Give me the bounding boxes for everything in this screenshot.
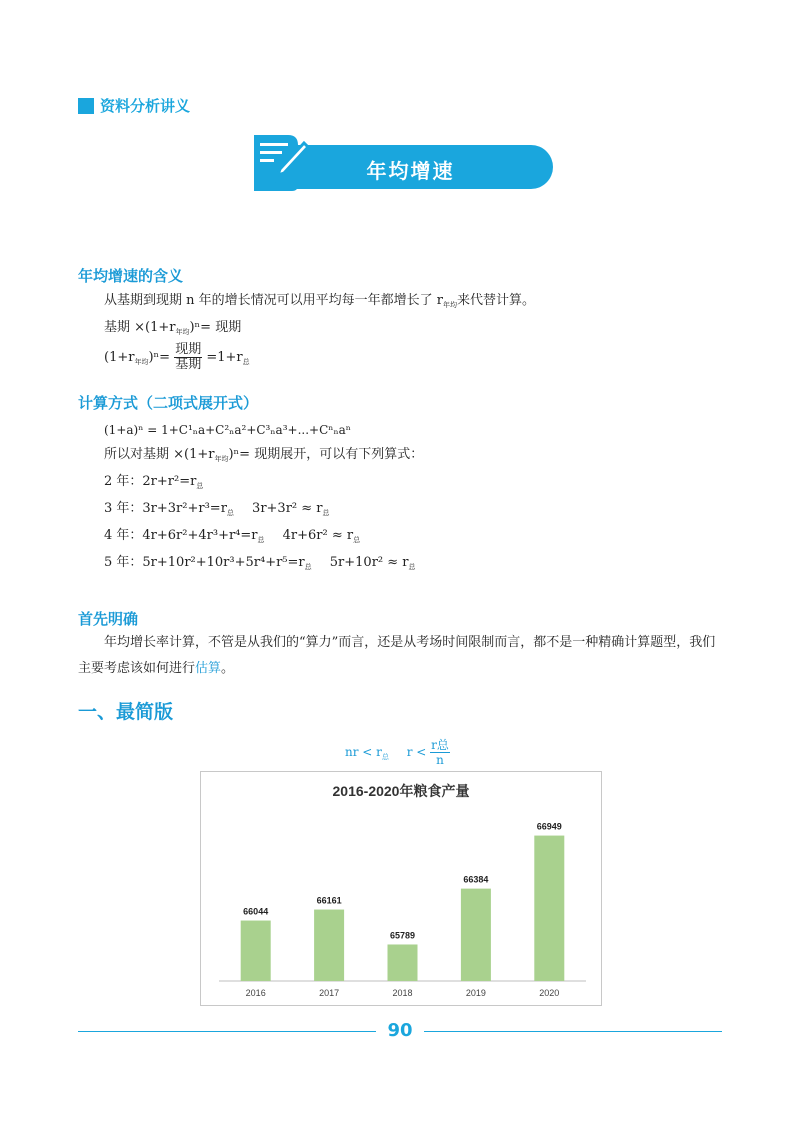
bar-2017 [314, 910, 344, 981]
section-heading-simplest: 一、最简版 [78, 701, 174, 723]
row-approx: 4r+6r² ≈ r [282, 528, 354, 543]
bar-2020 [534, 836, 564, 981]
formula-left-sub: 总 [381, 753, 389, 761]
row-sub: 总 [196, 482, 204, 490]
row-approx: 3r+3r² ≈ r [252, 501, 323, 516]
banner-bar [268, 145, 553, 189]
section-heading-calculation: 计算方式（二项式展开式） [78, 394, 259, 412]
row-approx-sub: 总 [408, 563, 416, 571]
bar-chart [201, 772, 601, 1005]
row-label: 3 年： [104, 501, 143, 516]
simplest-formula [345, 738, 450, 771]
page-number: 90 [387, 1020, 413, 1041]
meaning-text [104, 291, 535, 315]
expansion-row [104, 499, 416, 526]
binomial-expansion: (1+a)ⁿ = 1+C¹ₙa+C²ₙa²+C³ₙa³+...+Cⁿₙaⁿ [104, 423, 351, 437]
bar-2019 [461, 889, 491, 981]
intro-a: 所以对基期 ×(1+r [104, 447, 215, 462]
clarify-text: 年均增长率计算，不管是从我们的“算力”而言，还是从考场时间限制而言，都不是一种精确计算题型，我们主要考虑该如何进行 [78, 635, 716, 676]
formula-1-b: )ⁿ= 现期 [189, 320, 242, 335]
bar-2016 [241, 921, 271, 981]
row-expr: 2r+r²=r [142, 474, 197, 489]
section-heading-clarify: 首先明确 [78, 610, 139, 628]
formula-fraction [430, 738, 450, 767]
bar-2018 [388, 944, 418, 981]
formula-1-a: 基期 ×(1+r [104, 320, 176, 335]
meaning-text-a: 从基期到现期 n 年的增长情况可以用平均每一年都增长了 r [104, 293, 443, 308]
expansion-intro [104, 445, 423, 469]
row-sub: 总 [226, 509, 234, 517]
section-heading-meaning: 年均增速的含义 [78, 267, 184, 285]
banner-title: 年均增速 [366, 159, 455, 183]
footer-rule-right [424, 1031, 722, 1032]
row-expr: 3r+3r²+r³=r [142, 501, 227, 516]
formula-2-b: )ⁿ= [148, 350, 171, 365]
footer-rule-left [78, 1031, 376, 1032]
x-tick-2019: 2019 [465, 988, 486, 998]
formula-left: nr < r [345, 745, 382, 759]
formula-2-sub: 年均 [134, 358, 149, 366]
expansion-rows [104, 472, 416, 580]
fraction-numerator: 现期 [175, 342, 202, 357]
row-label: 2 年： [104, 474, 143, 489]
expansion-row [104, 526, 416, 553]
chart-title: 2016-2020年粮食产量 [332, 783, 470, 799]
formula-numerator: r总 [431, 738, 449, 752]
expansion-row [104, 553, 416, 580]
intro-sub: 年均 [214, 455, 229, 463]
data-label-2017: 66161 [316, 895, 342, 906]
row-expr: 4r+6r²+4r³+r⁴=r [142, 528, 258, 543]
row-label: 4 年： [104, 528, 143, 543]
data-label-2018: 65789 [389, 930, 416, 941]
data-label-2019: 66384 [463, 874, 489, 885]
section-tag [78, 95, 190, 116]
chapter-banner [248, 131, 553, 191]
row-label: 5 年： [104, 555, 143, 570]
formula-2-sub2: 总 [242, 358, 250, 366]
x-tick-2018: 2018 [392, 988, 413, 998]
formula-right: r < [406, 745, 427, 759]
pencil-note-icon [248, 131, 310, 193]
x-tick-2017: 2017 [319, 988, 340, 998]
x-tick-2020: 2020 [539, 988, 560, 998]
formula-1-sub: 年均 [175, 328, 190, 336]
data-label-2016: 66044 [243, 906, 269, 917]
row-approx-sub: 总 [353, 536, 361, 544]
formula-denominator: n [436, 753, 444, 767]
meaning-text-b: 来代替计算。 [456, 293, 535, 308]
row-approx: 5r+10r² ≈ r [329, 555, 409, 570]
formula-1 [104, 318, 241, 342]
tag-square-icon [78, 98, 94, 114]
row-approx-sub: 总 [322, 509, 330, 517]
row-sub: 总 [304, 563, 312, 571]
section-tag-label: 资料分析讲义 [100, 97, 191, 115]
formula-2-a: (1+r [104, 350, 135, 365]
formula-2-c: =1+r [206, 350, 243, 365]
clarify-end: 。 [221, 661, 235, 676]
intro-b: )ⁿ= 现期展开，可以有下列算式： [228, 447, 424, 462]
formula-2 [104, 343, 250, 377]
clarify-emphasis: 估算 [195, 661, 222, 676]
row-sub: 总 [257, 536, 265, 544]
data-label-2020: 66949 [536, 821, 562, 832]
ratio-fraction [174, 343, 202, 372]
expansion-row [104, 472, 416, 499]
fraction-denominator: 基期 [175, 357, 202, 372]
x-tick-2016: 2016 [245, 988, 266, 998]
meaning-text-sub: 年均 [442, 301, 457, 309]
clarify-paragraph [78, 630, 728, 682]
bar-chart-frame [200, 771, 602, 1006]
row-expr: 5r+10r²+10r³+5r⁴+r⁵=r [142, 555, 305, 570]
